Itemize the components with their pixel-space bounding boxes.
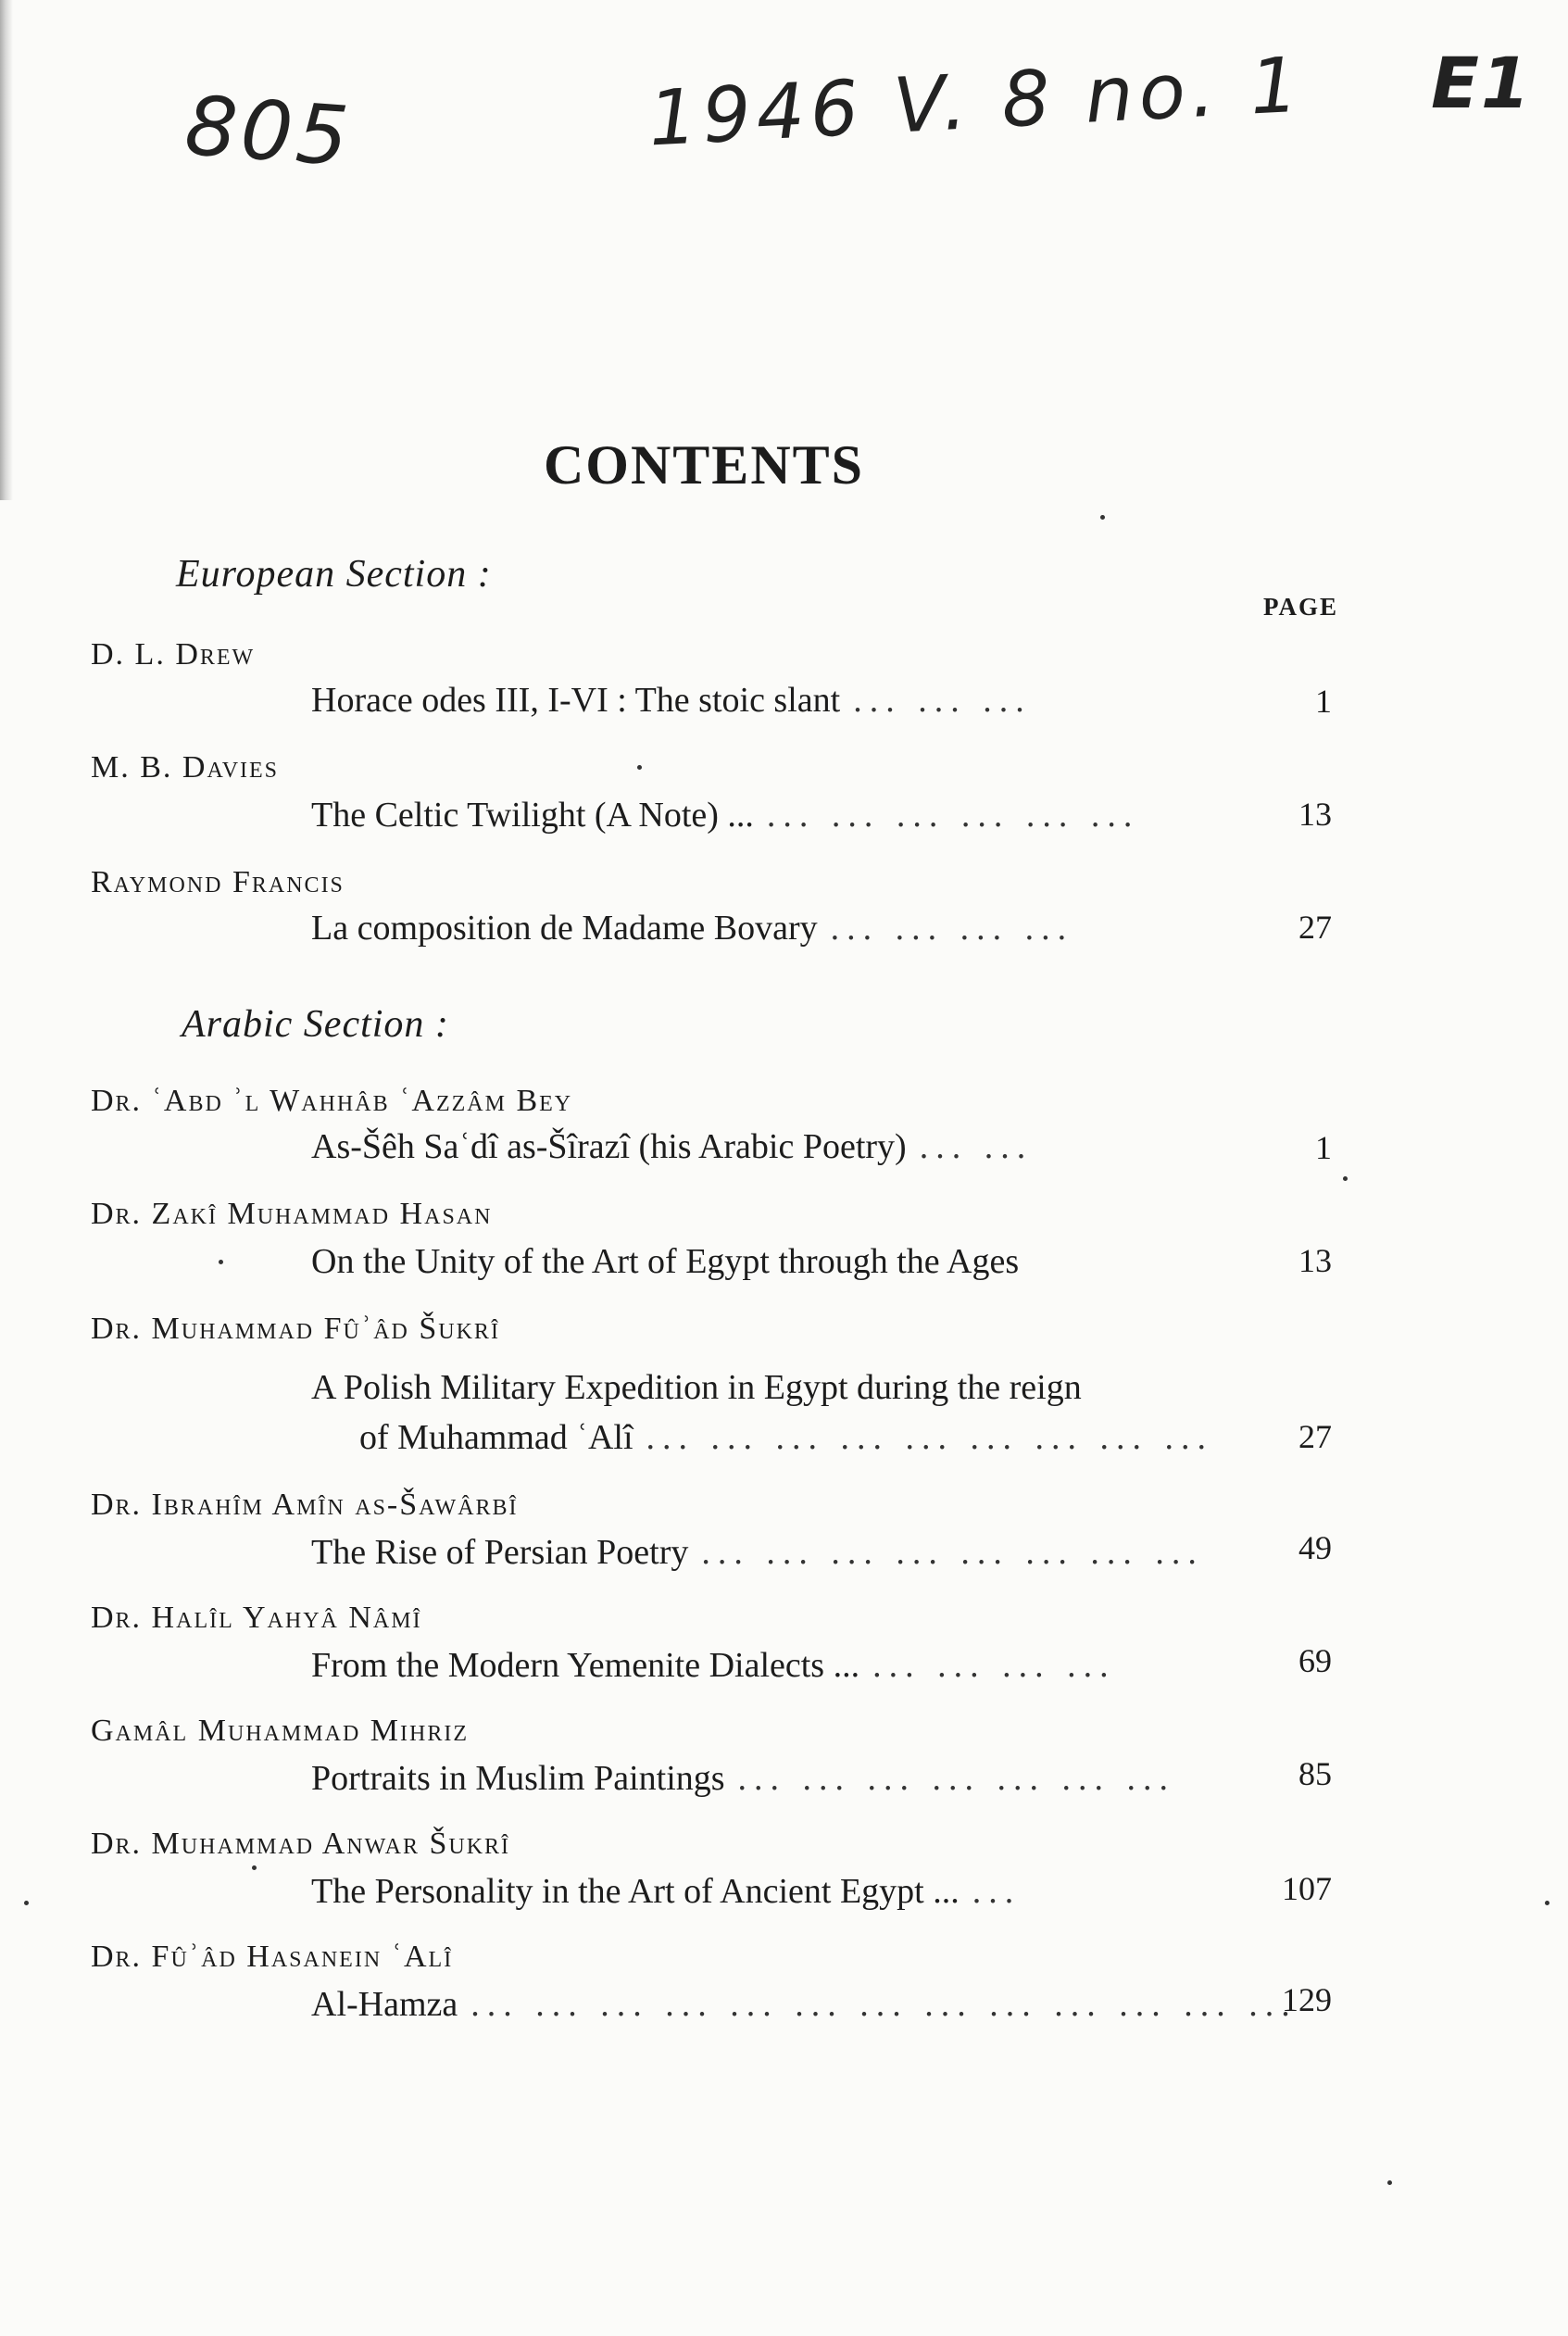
entry-title-text: On the Unity of the Art of Egypt through the Ages: [311, 1242, 1020, 1281]
entry-title: [311, 1984, 1298, 2025]
entry-page-number: 69: [1298, 1642, 1332, 1679]
entry-leaders: ...: [972, 1872, 1022, 1911]
entry-title-text: The Celtic Twilight (A Note) ...: [311, 796, 754, 835]
handwritten-volume-note: 1946 V. 8 no. 1: [646, 41, 1307, 164]
entry-title-text: A Polish Military Expedition in Egypt during the reign: [311, 1368, 1082, 1407]
entry-title: [311, 1532, 1256, 1573]
european-section-heading: European Section :: [176, 553, 492, 596]
entry-leaders: ... ... ...: [853, 681, 1032, 720]
scan-speck: [637, 765, 642, 770]
entry-leaders: ... ... ... ... ... ...: [766, 796, 1140, 835]
entry-author: Dr. Muhammad Anwar Šukrî: [91, 1827, 511, 1861]
entry-leaders: ... ... ... ... ... ... ... ... ...: [646, 1418, 1214, 1457]
entry-title-text: Portraits in Muslim Paintings: [311, 1759, 725, 1798]
entry-author: Dr. Ibrahîm Amîn as-Šawârbî: [91, 1488, 519, 1522]
entry-title-continuation: [359, 1417, 1213, 1458]
entry-title: [311, 1645, 1256, 1686]
entry-author: D. L. Drew: [91, 637, 256, 672]
entry-title-text: The Personality in the Art of Ancient Egypt ...: [311, 1872, 960, 1911]
entry-title-text: As-Šêh Saʿdî as-Šîrazî (his Arabic Poetry): [311, 1127, 907, 1166]
entry-author: Dr. Muhammad Fûʾâd Šukrî: [91, 1312, 500, 1346]
entry-author: Dr. Zakî Muhammad Hasan: [91, 1197, 493, 1231]
entry-leaders: ... ... ... ... ... ... ... ... ... ... ... ... ...: [470, 1985, 1298, 2024]
entry-title: [311, 1871, 1256, 1912]
entry-title: [311, 908, 1256, 948]
entry-title: [311, 1758, 1256, 1799]
entry-leaders: ... ... ... ...: [872, 1646, 1116, 1685]
scan-speck: [1387, 2180, 1392, 2185]
entry-title-text: Horace odes III, I-VI : The stoic slant: [311, 681, 841, 720]
entry-title-text: The Rise of Persian Poetry: [311, 1533, 689, 1572]
entry-title-text-line2: of Muhammad ʿAlî: [359, 1418, 633, 1457]
entry-leaders: ... ...: [919, 1127, 1034, 1166]
entry-page-number: 49: [1298, 1529, 1332, 1566]
entry-author: Dr. ʿAbd ʾl Wahhâb ʿAzzâm Bey: [91, 1084, 573, 1118]
entry-title-text: La composition de Madame Bovary: [311, 909, 818, 948]
entry-author: Gamâl Muhammad Mihriz: [91, 1714, 470, 1748]
page-title: CONTENTS: [543, 434, 865, 496]
entry-leaders: [1019, 1242, 1032, 1281]
entry-leaders: ... ... ... ...: [830, 909, 1074, 948]
entry-title: [311, 1367, 1256, 1408]
entry-page-number: 129: [1282, 1981, 1332, 2018]
scan-speck: [1545, 1901, 1549, 1905]
arabic-section-heading: Arabic Section :: [182, 1003, 449, 1046]
entry-title-text: Al-Hamza: [311, 1985, 458, 2024]
entry-page-number: 107: [1282, 1870, 1332, 1907]
entry-page-number: 27: [1298, 909, 1332, 946]
entry-title: [311, 795, 1256, 835]
scan-speck: [1343, 1176, 1348, 1181]
entry-page-number: 1: [1315, 683, 1332, 720]
entry-leaders: ... ... ... ... ... ... ...: [737, 1759, 1176, 1798]
entry-title-text: From the Modern Yemenite Dialects ...: [311, 1646, 860, 1685]
scan-speck: [24, 1901, 29, 1905]
entry-page-number: 13: [1298, 1242, 1332, 1279]
scan-speck: [219, 1260, 223, 1264]
entry-page-number: 85: [1298, 1755, 1332, 1792]
entry-page-number: 27: [1298, 1418, 1332, 1455]
scan-speck: [1100, 515, 1105, 520]
scan-speck: [252, 1865, 257, 1870]
page-column-label: PAGE: [1263, 593, 1338, 621]
handwritten-shelf-mark: 805: [182, 77, 356, 185]
entry-title: [311, 680, 1256, 721]
entry-page-number: 1: [1315, 1129, 1332, 1166]
handwritten-corner-code: E1: [1431, 42, 1532, 124]
entry-title: [311, 1241, 1256, 1282]
entry-author: M. B. Davies: [91, 750, 280, 785]
entry-author: Raymond Francis: [91, 865, 345, 899]
entry-page-number: 13: [1298, 796, 1332, 833]
entry-leaders: ... ... ... ... ... ... ... ...: [701, 1533, 1204, 1572]
entry-author: Dr. Fûʾâd Hasanein ʿAlî: [91, 1940, 454, 1974]
entry-title: [311, 1126, 1256, 1167]
entry-author: Dr. Halîl Yahyâ Nâmî: [91, 1601, 422, 1635]
